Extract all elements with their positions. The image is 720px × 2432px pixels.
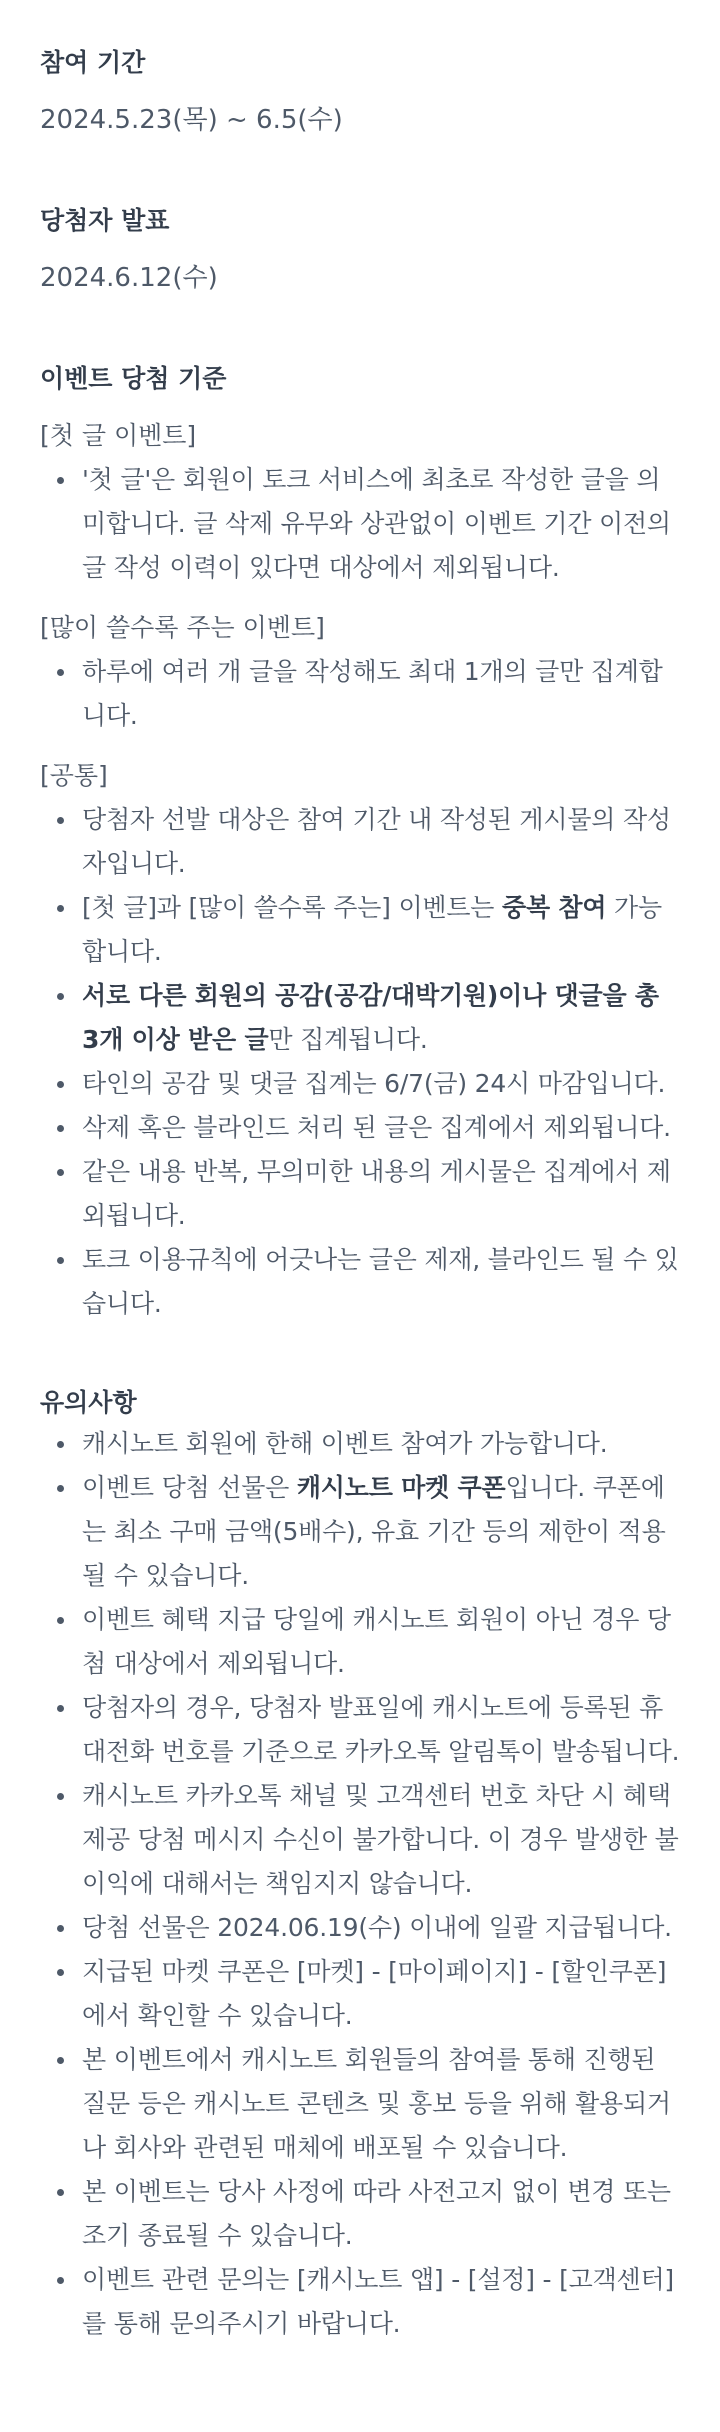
list-item: 본 이벤트에서 캐시노트 회원들의 참여를 통해 진행된 질문 등은 캐시노트 콘텐츠 및 홍보 등을 위해 활용되거나 회사와 관련된 매체에 배포될 수 있습니다.	[40, 2038, 680, 2170]
emphasis-text: 중복 참여	[502, 893, 607, 922]
list-item	[40, 886, 680, 974]
list-item	[40, 974, 680, 1062]
common-rules-list	[40, 798, 680, 1326]
list-item: 당첨자 선발 대상은 참여 기간 내 작성된 게시물의 작성자입니다.	[40, 798, 680, 886]
notice-section	[40, 1384, 680, 2346]
list-item: 당첨 선물은 2024.06.19(수) 이내에 일괄 지급됩니다.	[40, 1906, 680, 1950]
list-item: 본 이벤트는 당사 사정에 따라 사전고지 없이 변경 또는 조기 종료될 수 있습니다.	[40, 2170, 680, 2258]
list-item: 캐시노트 카카오톡 채널 및 고객센터 번호 차단 시 혜택 제공 당첨 메시지 수신이 불가합니다. 이 경우 발생한 불이익에 대해서는 책임지지 않습니다.	[40, 1774, 680, 1906]
list-item: 같은 내용 반복, 무의미한 내용의 게시물은 집계에서 제외됩니다.	[40, 1150, 680, 1238]
emphasis-text: 서로 다른 회원의 공감(공감/대박기원)이나 댓글을 총 3개 이상 받은 글	[82, 981, 659, 1054]
emphasis-text: 캐시노트 마켓 쿠폰	[296, 1473, 506, 1502]
winning-criteria-section	[40, 360, 680, 1326]
list-item: 당첨자의 경우, 당첨자 발표일에 캐시노트에 등록된 휴대전화 번호를 기준으로 카카오톡 알림톡이 발송됩니다.	[40, 1686, 680, 1774]
text-segment: 입니다. 쿠폰에는 최소 구매 금액(5배수), 유효 기간 등의 제한이 적용될 수 있습니다.	[82, 1473, 666, 1590]
list-item	[40, 1466, 680, 1598]
list-item: 이벤트 혜택 지급 당일에 캐시노트 회원이 아닌 경우 당첨 대상에서 제외됩니다.	[40, 1598, 680, 1686]
many-posts-event-label: [많이 쓸수록 주는 이벤트]	[40, 613, 325, 642]
common-rules-label: [공통]	[40, 761, 108, 790]
list-item: '첫 글'은 회원이 토크 서비스에 최초로 작성한 글을 의미합니다. 글 삭제 유무와 상관없이 이벤트 기간 이전의 글 작성 이력이 있다면 대상에서 제외됩니다.	[40, 458, 680, 590]
participation-period-title: 참여 기간	[40, 48, 146, 77]
list-item: 토크 이용규칙에 어긋나는 글은 제재, 블라인드 될 수 있습니다.	[40, 1238, 680, 1326]
first-post-event-list	[40, 458, 680, 590]
winning-criteria-title: 이벤트 당첨 기준	[40, 364, 227, 393]
list-item: 타인의 공감 및 댓글 집계는 6/7(금) 24시 마감입니다.	[40, 1062, 680, 1106]
notice-list	[40, 1422, 680, 2346]
text-segment: 만 집계됩니다.	[268, 1025, 428, 1054]
list-item: 지급된 마켓 쿠폰은 [마켓] - [마이페이지] - [할인쿠폰]에서 확인할 수 있습니다.	[40, 1950, 680, 2038]
list-item: 캐시노트 회원에 한해 이벤트 참여가 가능합니다.	[40, 1422, 680, 1466]
many-posts-event-list	[40, 650, 680, 738]
list-item: 하루에 여러 개 글을 작성해도 최대 1개의 글만 집계합니다.	[40, 650, 680, 738]
participation-period-value: 2024.5.23(목) ~ 6.5(수)	[40, 105, 343, 135]
winner-announcement-value: 2024.6.12(수)	[40, 263, 218, 293]
first-post-event-label: [첫 글 이벤트]	[40, 421, 197, 450]
text-segment: [첫 글]과 [많이 쓸수록 주는] 이벤트는	[82, 893, 502, 922]
winner-announcement-section	[40, 202, 680, 300]
list-item: 삭제 혹은 블라인드 처리 된 글은 집계에서 제외됩니다.	[40, 1106, 680, 1150]
participation-period-section	[40, 44, 680, 142]
notice-title: 유의사항	[40, 1388, 137, 1417]
winner-announcement-title: 당첨자 발표	[40, 206, 170, 235]
text-segment: 이벤트 당첨 선물은	[82, 1473, 297, 1502]
list-item: 이벤트 관련 문의는 [캐시노트 앱] - [설정] - [고객센터]를 통해 문의주시기 바랍니다.	[40, 2258, 680, 2346]
text-segment: 가능합니다.	[82, 893, 662, 966]
